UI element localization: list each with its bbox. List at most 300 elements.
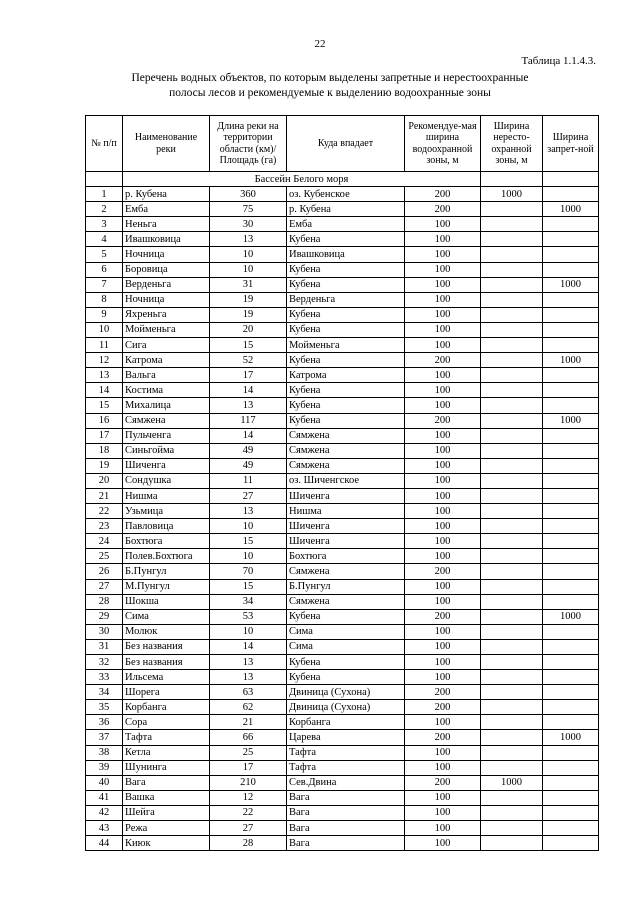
cell-river-name: Бохтюга — [123, 534, 210, 549]
cell-num: 1 — [86, 187, 123, 202]
cell-forbidden-width — [543, 443, 599, 458]
cell-protection-width: 100 — [405, 398, 481, 413]
header-forbid: Ширина запрет-ной — [543, 116, 599, 172]
cell-num: 44 — [86, 836, 123, 851]
cell-river-name: Режа — [123, 821, 210, 836]
cell-length: 117 — [210, 413, 287, 428]
cell-length: 22 — [210, 805, 287, 820]
cell-flows-into: Двиница (Сухона) — [287, 700, 405, 715]
cell-river-name: Шейга — [123, 805, 210, 820]
table-row — [86, 609, 599, 624]
cell-protection-width: 100 — [405, 217, 481, 232]
cell-protection-width: 100 — [405, 428, 481, 443]
cell-num: 38 — [86, 745, 123, 760]
cell-river-name: Сондушка — [123, 473, 210, 488]
table-row — [86, 760, 599, 775]
cell-forbidden-width — [543, 322, 599, 337]
cell-forbidden-width — [543, 700, 599, 715]
cell-flows-into: Вага — [287, 836, 405, 851]
cell-num: 13 — [86, 368, 123, 383]
cell-protection-width: 200 — [405, 700, 481, 715]
cell-river-name: Ночница — [123, 292, 210, 307]
cell-num: 29 — [86, 609, 123, 624]
cell-forbidden-width — [543, 262, 599, 277]
cell-river-name: Павловица — [123, 519, 210, 534]
cell-spawning-width — [481, 715, 543, 730]
cell-protection-width: 100 — [405, 368, 481, 383]
cell-length: 10 — [210, 624, 287, 639]
cell-spawning-width — [481, 821, 543, 836]
cell-length: 10 — [210, 262, 287, 277]
table-row — [86, 805, 599, 820]
table-row — [86, 564, 599, 579]
cell-spawning-width — [481, 519, 543, 534]
cell-num: 3 — [86, 217, 123, 232]
cell-river-name: Ивашковица — [123, 232, 210, 247]
cell-num: 30 — [86, 624, 123, 639]
cell-flows-into: Вага — [287, 805, 405, 820]
table-row — [86, 413, 599, 428]
cell-protection-width: 100 — [405, 639, 481, 654]
cell-spawning-width — [481, 307, 543, 322]
cell-river-name: Шорега — [123, 685, 210, 700]
cell-forbidden-width — [543, 655, 599, 670]
table-row — [86, 670, 599, 685]
cell-spawning-width — [481, 473, 543, 488]
cell-flows-into: Емба — [287, 217, 405, 232]
cell-forbidden-width — [543, 473, 599, 488]
header-name: Наименование реки — [123, 116, 210, 172]
cell-flows-into: Кубена — [287, 670, 405, 685]
cell-length: 27 — [210, 488, 287, 503]
cell-protection-width: 200 — [405, 353, 481, 368]
cell-flows-into: Корбанга — [287, 715, 405, 730]
basin-label: Бассейн Белого моря — [123, 172, 481, 187]
cell-protection-width: 200 — [405, 730, 481, 745]
cell-river-name: Корбанга — [123, 700, 210, 715]
table-row — [86, 383, 599, 398]
cell-spawning-width — [481, 700, 543, 715]
cell-river-name: Шунинга — [123, 760, 210, 775]
cell-length: 20 — [210, 322, 287, 337]
cell-num: 16 — [86, 413, 123, 428]
cell-spawning-width — [481, 836, 543, 851]
cell-num: 32 — [86, 655, 123, 670]
cell-river-name: Михалица — [123, 398, 210, 413]
table-row — [86, 579, 599, 594]
cell-river-name: Кетла — [123, 745, 210, 760]
cell-spawning-width — [481, 549, 543, 564]
table-row — [86, 322, 599, 337]
table-row — [86, 443, 599, 458]
cell-flows-into: Нишма — [287, 504, 405, 519]
cell-forbidden-width — [543, 488, 599, 503]
cell-protection-width: 100 — [405, 232, 481, 247]
page-number: 22 — [314, 38, 326, 50]
cell-forbidden-width — [543, 187, 599, 202]
cell-forbidden-width: 1000 — [543, 609, 599, 624]
cell-protection-width: 100 — [405, 322, 481, 337]
cell-spawning-width — [481, 428, 543, 443]
table-row — [86, 775, 599, 790]
cell-spawning-width — [481, 338, 543, 353]
cell-flows-into: Кубена — [287, 398, 405, 413]
cell-forbidden-width — [543, 292, 599, 307]
cell-num: 26 — [86, 564, 123, 579]
cell-flows-into: Верденьга — [287, 292, 405, 307]
cell-length: 31 — [210, 277, 287, 292]
table-header-row — [86, 116, 599, 172]
cell-forbidden-width — [543, 821, 599, 836]
cell-spawning-width — [481, 353, 543, 368]
cell-spawning-width — [481, 398, 543, 413]
cell-flows-into: Кубена — [287, 655, 405, 670]
cell-protection-width: 100 — [405, 338, 481, 353]
cell-forbidden-width: 1000 — [543, 413, 599, 428]
cell-num: 21 — [86, 488, 123, 503]
cell-protection-width: 100 — [405, 383, 481, 398]
cell-spawning-width — [481, 277, 543, 292]
cell-forbidden-width — [543, 504, 599, 519]
cell-forbidden-width — [543, 217, 599, 232]
table-row — [86, 353, 599, 368]
cell-protection-width: 100 — [405, 549, 481, 564]
cell-forbidden-width — [543, 383, 599, 398]
cell-flows-into: Кубена — [287, 609, 405, 624]
table-row — [86, 307, 599, 322]
cell-protection-width: 100 — [405, 821, 481, 836]
cell-river-name: Без названия — [123, 639, 210, 654]
cell-forbidden-width — [543, 458, 599, 473]
cell-flows-into: Кубена — [287, 383, 405, 398]
cell-river-name: Неньга — [123, 217, 210, 232]
table-row — [86, 187, 599, 202]
table-label: Таблица 1.1.4.3. — [521, 55, 596, 67]
table-row — [86, 247, 599, 262]
cell-num: 9 — [86, 307, 123, 322]
cell-spawning-width — [481, 534, 543, 549]
cell-flows-into: Сев.Двина — [287, 775, 405, 790]
cell-flows-into: Сямжена — [287, 458, 405, 473]
cell-length: 75 — [210, 202, 287, 217]
cell-flows-into: Кубена — [287, 262, 405, 277]
table-row — [86, 836, 599, 851]
cell-protection-width: 200 — [405, 609, 481, 624]
cell-num: 19 — [86, 458, 123, 473]
cell-forbidden-width — [543, 594, 599, 609]
cell-protection-width: 100 — [405, 655, 481, 670]
cell-river-name: Киюк — [123, 836, 210, 851]
cell-river-name: Пульченга — [123, 428, 210, 443]
cell-flows-into: Сямжена — [287, 564, 405, 579]
table-row — [86, 549, 599, 564]
cell-forbidden-width — [543, 624, 599, 639]
cell-flows-into: оз. Шиченгское — [287, 473, 405, 488]
cell-river-name: Костима — [123, 383, 210, 398]
cell-protection-width: 100 — [405, 594, 481, 609]
cell-flows-into: Сима — [287, 639, 405, 654]
cell-length: 13 — [210, 504, 287, 519]
cell-protection-width: 100 — [405, 473, 481, 488]
cell-length: 63 — [210, 685, 287, 700]
cell-num: 4 — [86, 232, 123, 247]
cell-num: 24 — [86, 534, 123, 549]
cell-flows-into: оз. Кубенское — [287, 187, 405, 202]
cell-flows-into: Сямжена — [287, 594, 405, 609]
table-row — [86, 639, 599, 654]
cell-forbidden-width: 1000 — [543, 202, 599, 217]
cell-spawning-width — [481, 217, 543, 232]
cell-length: 34 — [210, 594, 287, 609]
cell-protection-width: 100 — [405, 715, 481, 730]
cell-num: 37 — [86, 730, 123, 745]
cell-flows-into: р. Кубена — [287, 202, 405, 217]
cell-num: 15 — [86, 398, 123, 413]
cell-river-name: Сора — [123, 715, 210, 730]
cell-num: 33 — [86, 670, 123, 685]
cell-flows-into: Кубена — [287, 307, 405, 322]
cell-length: 52 — [210, 353, 287, 368]
cell-length: 11 — [210, 473, 287, 488]
cell-spawning-width: 1000 — [481, 187, 543, 202]
cell-river-name: Мойменьга — [123, 322, 210, 337]
cell-length: 70 — [210, 564, 287, 579]
cell-protection-width: 100 — [405, 624, 481, 639]
cell-protection-width: 200 — [405, 187, 481, 202]
cell-spawning-width — [481, 790, 543, 805]
table-row — [86, 488, 599, 503]
cell-forbidden-width — [543, 428, 599, 443]
cell-forbidden-width — [543, 805, 599, 820]
cell-protection-width: 100 — [405, 519, 481, 534]
cell-spawning-width — [481, 655, 543, 670]
cell-forbidden-width — [543, 745, 599, 760]
cell-spawning-width — [481, 247, 543, 262]
cell-flows-into: Мойменьга — [287, 338, 405, 353]
table-row — [86, 821, 599, 836]
cell-forbidden-width — [543, 639, 599, 654]
title-line-2: полосы лесов и рекомендуемые к выделению водоохранные зоны — [169, 87, 491, 99]
cell-length: 17 — [210, 760, 287, 775]
cell-forbidden-width — [543, 775, 599, 790]
cell-spawning-width: 1000 — [481, 775, 543, 790]
cell-length: 15 — [210, 534, 287, 549]
cell-river-name: Шокша — [123, 594, 210, 609]
table-row — [86, 202, 599, 217]
cell-spawning-width — [481, 639, 543, 654]
cell-length: 13 — [210, 655, 287, 670]
table-row — [86, 473, 599, 488]
cell-num: 5 — [86, 247, 123, 262]
cell-length: 12 — [210, 790, 287, 805]
rivers-table — [85, 115, 599, 851]
cell-flows-into: Кубена — [287, 232, 405, 247]
cell-protection-width: 100 — [405, 579, 481, 594]
cell-river-name: Верденьга — [123, 277, 210, 292]
table-row — [86, 534, 599, 549]
cell-num: 2 — [86, 202, 123, 217]
cell-river-name: Ильсема — [123, 670, 210, 685]
cell-protection-width: 100 — [405, 443, 481, 458]
cell-river-name: Вальга — [123, 368, 210, 383]
cell-river-name: Емба — [123, 202, 210, 217]
cell-protection-width: 200 — [405, 564, 481, 579]
cell-flows-into: Сямжена — [287, 428, 405, 443]
cell-length: 49 — [210, 458, 287, 473]
cell-spawning-width — [481, 685, 543, 700]
cell-length: 10 — [210, 549, 287, 564]
cell-flows-into: Катрома — [287, 368, 405, 383]
cell-flows-into: Вага — [287, 790, 405, 805]
table-row — [86, 458, 599, 473]
cell-spawning-width — [481, 670, 543, 685]
cell-num: 18 — [86, 443, 123, 458]
cell-spawning-width — [481, 368, 543, 383]
cell-length: 14 — [210, 383, 287, 398]
cell-spawning-width — [481, 383, 543, 398]
table-row — [86, 504, 599, 519]
cell-flows-into: Двиница (Сухона) — [287, 685, 405, 700]
cell-river-name: Ночница — [123, 247, 210, 262]
cell-num: 11 — [86, 338, 123, 353]
cell-forbidden-width — [543, 564, 599, 579]
table-row — [86, 730, 599, 745]
table-row — [86, 790, 599, 805]
cell-protection-width: 100 — [405, 458, 481, 473]
basin-spacer — [543, 172, 599, 187]
cell-length: 13 — [210, 670, 287, 685]
cell-forbidden-width — [543, 534, 599, 549]
table-row — [86, 277, 599, 292]
table-row — [86, 745, 599, 760]
cell-spawning-width — [481, 579, 543, 594]
cell-num: 27 — [86, 579, 123, 594]
cell-length: 360 — [210, 187, 287, 202]
cell-num: 8 — [86, 292, 123, 307]
cell-length: 25 — [210, 745, 287, 760]
cell-num: 28 — [86, 594, 123, 609]
cell-river-name: Нишма — [123, 488, 210, 503]
cell-length: 21 — [210, 715, 287, 730]
cell-river-name: Катрома — [123, 353, 210, 368]
cell-num: 31 — [86, 639, 123, 654]
cell-length: 62 — [210, 700, 287, 715]
cell-protection-width: 100 — [405, 488, 481, 503]
cell-spawning-width — [481, 624, 543, 639]
table-title — [90, 71, 570, 101]
cell-spawning-width — [481, 594, 543, 609]
header-into: Куда впадает — [287, 116, 405, 172]
table-row — [86, 217, 599, 232]
cell-length: 13 — [210, 398, 287, 413]
table-row — [86, 685, 599, 700]
cell-flows-into: Шиченга — [287, 534, 405, 549]
cell-protection-width: 200 — [405, 775, 481, 790]
cell-flows-into: Царева — [287, 730, 405, 745]
cell-protection-width: 100 — [405, 805, 481, 820]
cell-length: 19 — [210, 292, 287, 307]
cell-flows-into: Сямжена — [287, 443, 405, 458]
cell-spawning-width — [481, 488, 543, 503]
cell-river-name: Сямжена — [123, 413, 210, 428]
cell-forbidden-width — [543, 579, 599, 594]
cell-length: 27 — [210, 821, 287, 836]
table-row — [86, 232, 599, 247]
basin-row — [86, 172, 599, 187]
cell-forbidden-width — [543, 760, 599, 775]
cell-num: 17 — [86, 428, 123, 443]
cell-spawning-width — [481, 609, 543, 624]
table-row — [86, 428, 599, 443]
cell-forbidden-width: 1000 — [543, 353, 599, 368]
cell-forbidden-width — [543, 307, 599, 322]
cell-num: 12 — [86, 353, 123, 368]
table-row — [86, 624, 599, 639]
cell-forbidden-width: 1000 — [543, 730, 599, 745]
cell-protection-width: 100 — [405, 670, 481, 685]
header-width: Рекомендуе-мая ширина водоохранной зоны, м — [405, 116, 481, 172]
cell-flows-into: Кубена — [287, 353, 405, 368]
cell-flows-into: Кубена — [287, 322, 405, 337]
cell-num: 23 — [86, 519, 123, 534]
cell-spawning-width — [481, 322, 543, 337]
cell-num: 10 — [86, 322, 123, 337]
cell-river-name: Молюк — [123, 624, 210, 639]
cell-forbidden-width — [543, 232, 599, 247]
cell-forbidden-width — [543, 836, 599, 851]
cell-num: 6 — [86, 262, 123, 277]
cell-spawning-width — [481, 745, 543, 760]
table-row — [86, 519, 599, 534]
cell-length: 14 — [210, 428, 287, 443]
cell-spawning-width — [481, 564, 543, 579]
title-line-1: Перечень водных объектов, по которым выделены запретные и нерестоохранные — [131, 72, 529, 84]
header-num: № п/п — [86, 116, 123, 172]
cell-num: 22 — [86, 504, 123, 519]
table-row — [86, 655, 599, 670]
cell-forbidden-width — [543, 519, 599, 534]
table-row — [86, 292, 599, 307]
cell-protection-width: 200 — [405, 413, 481, 428]
cell-spawning-width — [481, 730, 543, 745]
cell-forbidden-width — [543, 368, 599, 383]
cell-length: 53 — [210, 609, 287, 624]
cell-river-name: Яхреньга — [123, 307, 210, 322]
cell-flows-into: Шиченга — [287, 488, 405, 503]
table-row — [86, 700, 599, 715]
cell-forbidden-width — [543, 715, 599, 730]
cell-length: 17 — [210, 368, 287, 383]
cell-protection-width: 100 — [405, 836, 481, 851]
cell-length: 30 — [210, 217, 287, 232]
basin-spacer — [86, 172, 123, 187]
cell-num: 34 — [86, 685, 123, 700]
header-nonprot: Ширина нересто-охранной зоны, м — [481, 116, 543, 172]
cell-length: 10 — [210, 247, 287, 262]
cell-protection-width: 100 — [405, 277, 481, 292]
cell-length: 19 — [210, 307, 287, 322]
cell-protection-width: 100 — [405, 504, 481, 519]
cell-river-name: Без названия — [123, 655, 210, 670]
cell-spawning-width — [481, 760, 543, 775]
cell-river-name: Боровица — [123, 262, 210, 277]
cell-length: 15 — [210, 579, 287, 594]
cell-flows-into: Тафта — [287, 745, 405, 760]
cell-river-name: Сима — [123, 609, 210, 624]
table-row — [86, 338, 599, 353]
cell-protection-width: 100 — [405, 790, 481, 805]
cell-protection-width: 100 — [405, 247, 481, 262]
